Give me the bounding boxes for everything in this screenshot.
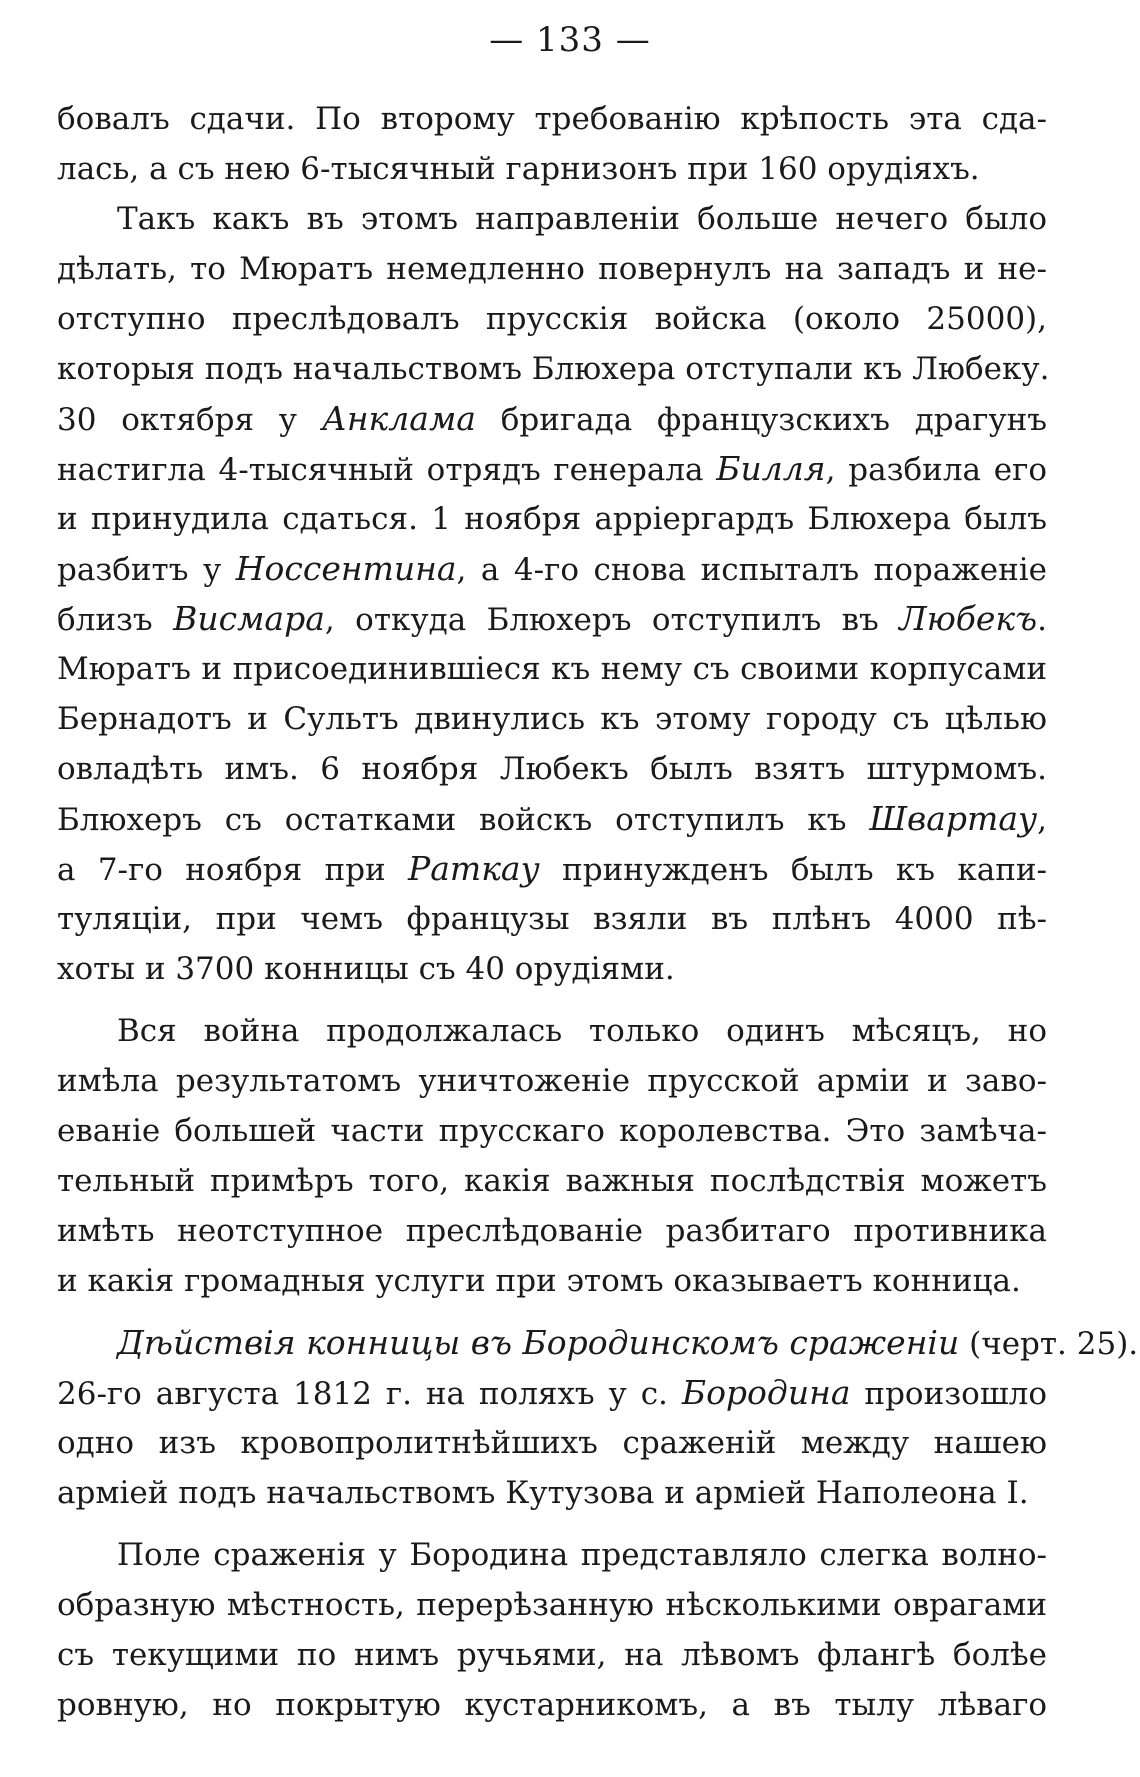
text-line: а 7-го ноября при Раткау принужденъ былъ къ капи- bbox=[57, 849, 1047, 888]
text-line: ровную, но покрытую кустарникомъ, а въ тылу лѣваго bbox=[57, 1687, 1047, 1723]
text-line: имѣла результатомъ уничтоженіе прусской арміи и заво- bbox=[57, 1063, 1047, 1099]
paragraph-gap bbox=[57, 1518, 1047, 1530]
text-line: туляціи, при чемъ французы взяли въ плѣнъ 4000 пѣ- bbox=[57, 901, 1047, 937]
text-line: 30 октября у Анклама бригада французскихъ драгунъ bbox=[57, 399, 1047, 438]
body-text bbox=[57, 94, 1139, 1730]
text-line: отступно преслѣдовалъ прусскія войска (около 25000), bbox=[57, 301, 1047, 337]
text-line: настигла 4-тысячный отрядъ генерала Билля, разбила его bbox=[57, 449, 1048, 488]
text-line: Поле сраженія у Бородина представляло слегка волно- bbox=[117, 1537, 1047, 1573]
text-line: Блюхеръ съ остатками войскъ отступилъ къ Швартау, bbox=[57, 799, 1047, 838]
text-line: Такъ какъ въ этомъ направленіи больше нечего было bbox=[117, 201, 1047, 237]
italic-name: Билля bbox=[716, 449, 826, 488]
page-number: — 133 — bbox=[489, 20, 651, 60]
text-line: дѣлать, то Мюратъ немедленно повернулъ на западъ и не- bbox=[57, 251, 1047, 287]
paragraph-gap bbox=[57, 1306, 1047, 1318]
text-line: образную мѣстность, перерѣзанную нѣсколькими оврагами bbox=[57, 1587, 1047, 1623]
text-line: арміей подъ начальствомъ Кутузова и арміей Наполеона I. bbox=[57, 1475, 1029, 1511]
italic-name: Дѣйствія конницы въ Бородинскомъ сраженіи bbox=[117, 1323, 960, 1362]
italic-name: Носсентина bbox=[235, 549, 457, 588]
text-line: Мюратъ и присоединившіеся къ нему съ своими корпусами bbox=[57, 651, 1047, 687]
text-line: близъ Висмара, откуда Блюхеръ отступилъ въ Любекъ. bbox=[57, 599, 1047, 638]
italic-name: Швартау bbox=[869, 799, 1038, 838]
text-line: и какія громадныя услуги при этомъ оказываетъ конница. bbox=[57, 1263, 1021, 1299]
italic-name: Раткау bbox=[408, 849, 540, 888]
italic-name: Висмара bbox=[173, 599, 325, 638]
text-line: съ текущими по нимъ ручьями, на лѣвомъ флангѣ болѣе bbox=[57, 1637, 1047, 1673]
text-line: лась, а съ нею 6-тысячный гарнизонъ при 160 орудіяхъ. bbox=[57, 151, 980, 187]
text-line: 26-го августа 1812 г. на поляхъ у с. Бородина произошло bbox=[57, 1373, 1047, 1412]
text-line: тельный примѣръ того, какія важныя послѣдствія можетъ bbox=[57, 1163, 1047, 1199]
paragraph-gap bbox=[57, 994, 1047, 1006]
text-line: одно изъ кровопролитнѣйшихъ сраженій между нашею bbox=[57, 1425, 1047, 1461]
italic-name: Любекъ bbox=[899, 599, 1038, 638]
text-line: имѣть неотступное преслѣдованіе разбитаго противника bbox=[57, 1213, 1047, 1249]
text-line: еваніе большей части прусскаго королевства. Это замѣча- bbox=[57, 1113, 1047, 1149]
italic-name: Бородина bbox=[681, 1373, 851, 1412]
text-line: и принудила сдаться. 1 ноября арріергардъ Блюхера былъ bbox=[57, 501, 1047, 537]
text-line: овладѣть имъ. 6 ноября Любекъ былъ взятъ штурмомъ. bbox=[57, 751, 1047, 787]
text-line: разбитъ у Носсентина, а 4-го снова испыталъ пораженіе bbox=[57, 549, 1047, 588]
text-line: хоты и 3700 конницы съ 40 орудіями. bbox=[57, 951, 675, 987]
italic-name: Анклама bbox=[321, 399, 476, 438]
text-line: которыя подъ начальствомъ Блюхера отступали къ Любеку. bbox=[57, 351, 1050, 387]
text-line: Бернадотъ и Сультъ двинулись къ этому городу съ цѣлью bbox=[57, 701, 1047, 737]
section-heading-line: Дѣйствія конницы въ Бородинскомъ сраженіи (черт. 25). bbox=[117, 1323, 1139, 1362]
text-line: Вся война продолжалась только одинъ мѣсяцъ, но bbox=[117, 1013, 1047, 1049]
text-line: бовалъ сдачи. По второму требованію крѣпость эта сда- bbox=[57, 101, 1047, 137]
